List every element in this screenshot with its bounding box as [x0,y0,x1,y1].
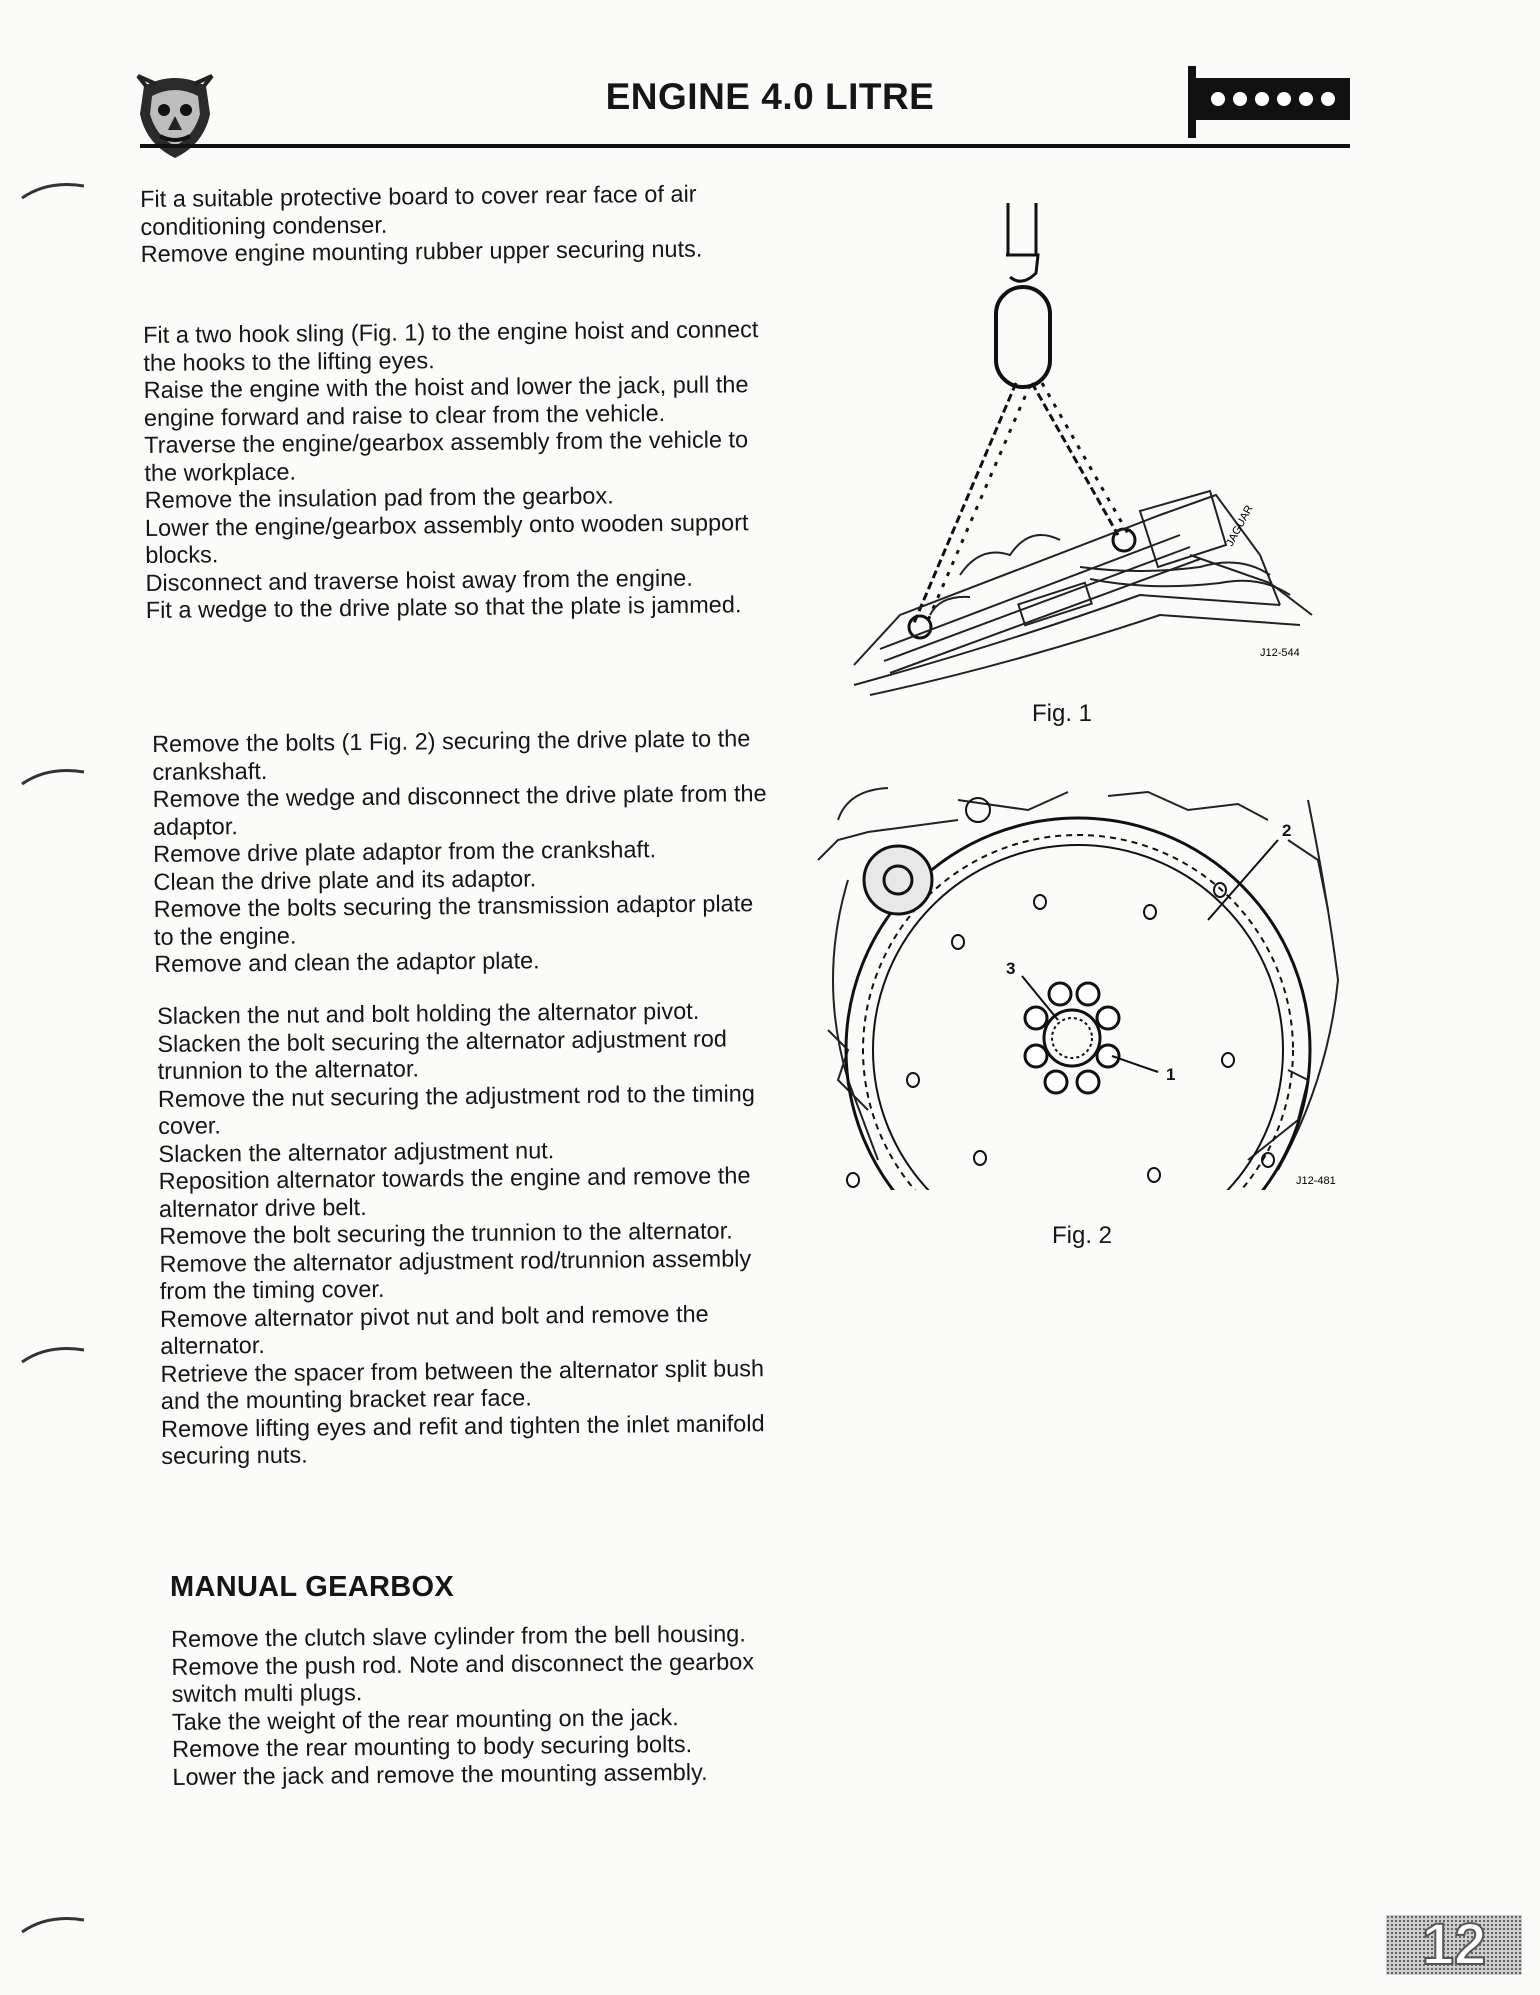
instruction-line: Remove lifting eyes and refit and tighten the inlet manifold securing nuts. [160,1409,765,1469]
instruction-line: Lower the jack and remove the mounting assembly. [172,1758,708,1790]
instruction-line: Remove and clean the adaptor plate. [154,947,540,977]
instruction-line: Slacken the bolt securing the alternator adjustment rod trunnion to the alternator. [157,1025,728,1084]
instruction-line: Remove engine mounting rubber upper securing nuts. [140,235,703,267]
binder-hole-mark [18,1342,88,1366]
binder-hole-mark [18,764,88,788]
figure-ref: J12-481 [1296,1175,1336,1187]
section-heading-manual-gearbox: MANUAL GEARBOX [170,1571,455,1603]
instruction-line: Remove the clutch slave cylinder from the bell housing. [171,1620,746,1652]
callout-3: 3 [1006,959,1016,978]
instruction-line: Remove the push rod. Note and disconnect the gearbox switch multi plugs. [171,1647,755,1707]
binder-hole-mark [18,178,88,202]
instruction-line: Raise the engine with the hoist and lower the jack, pull the engine forward and raise to clear from the vehicle. [143,371,749,431]
instruction-line: Slacken the alternator adjustment nut. [158,1136,555,1167]
instruction-line: Remove the bolts securing the transmission adaptor plate to the engine. [153,890,754,950]
instruction-line: Retrieve the spacer from between the alternator split bush and the mounting bracket rear face. [160,1354,765,1414]
figure-caption: Fig. 1 [1032,700,1093,727]
instruction-line: Fit a two hook sling (Fig. 1) to the engine hoist and connect the hooks to the lifting eyes. [143,316,759,376]
figure-caption: Fig. 2 [1052,1222,1113,1249]
instruction-line: Remove the alternator adjustment rod/trunnion assembly from the timing cover. [159,1244,752,1304]
page-number: 12 [1421,1912,1487,1977]
engine-plate-label: JAGUAR [1224,503,1256,549]
instruction-line: Remove the insulation pad from the gearbox. [144,482,614,513]
instruction-block-1 [140,180,761,268]
callout-2: 2 [1282,821,1292,840]
instruction-line: Disconnect and traverse hoist away from the engine. [145,564,693,596]
instruction-block-manual-gearbox [171,1620,793,1791]
instruction-block-4 [157,997,781,1470]
instruction-line: Slacken the nut and bolt holding the alternator pivot. [157,997,700,1029]
callout-1: 1 [1166,1065,1176,1084]
instruction-line: Fit a suitable protective board to cover rear face of air conditioning condenser. [140,180,697,240]
instruction-line: Reposition alternator towards the engine and remove the alternator drive belt. [158,1162,751,1222]
engine-hoist-sling-illustration [840,195,1320,705]
instruction-line: Remove the bolts (1 Fig. 2) securing the drive plate to the crankshaft. [152,725,751,785]
page-title: ENGINE 4.0 LITRE [605,76,935,117]
instruction-line: Clean the drive plate and its adaptor. [153,864,537,895]
instruction-line: Remove the wedge and disconnect the drive plate from the adaptor. [152,780,767,840]
instruction-line: Remove the bolt securing the trunnion to the alternator. [159,1217,733,1249]
instruction-line: Take the weight of the rear mounting on the jack. [171,1703,679,1735]
instruction-line: Remove drive plate adaptor from the crankshaft. [153,836,657,867]
drive-plate-illustration [808,780,1348,1190]
section-tab-dots-icon [1188,64,1350,140]
instruction-line: Remove the nut securing the adjustment rod to the timing cover. [157,1079,755,1139]
instruction-block-3 [152,725,774,978]
instruction-line: Lower the engine/gearbox assembly onto wooden support blocks. [144,508,749,568]
binder-hole-mark [18,1912,88,1936]
figure-ref: J12-544 [1260,647,1300,659]
instruction-line: Remove alternator pivot nut and bolt and remove the alternator. [159,1300,709,1359]
instruction-line: Traverse the engine/gearbox assembly from the vehicle to the workplace. [144,426,749,486]
page-number-tab [1386,1912,1522,1977]
instruction-line: Remove the rear mounting to body securing bolts. [172,1731,693,1762]
header-rule [140,144,1350,148]
instruction-block-2 [143,316,766,624]
instruction-line: Fit a wedge to the drive plate so that the plate is jammed. [145,591,742,623]
